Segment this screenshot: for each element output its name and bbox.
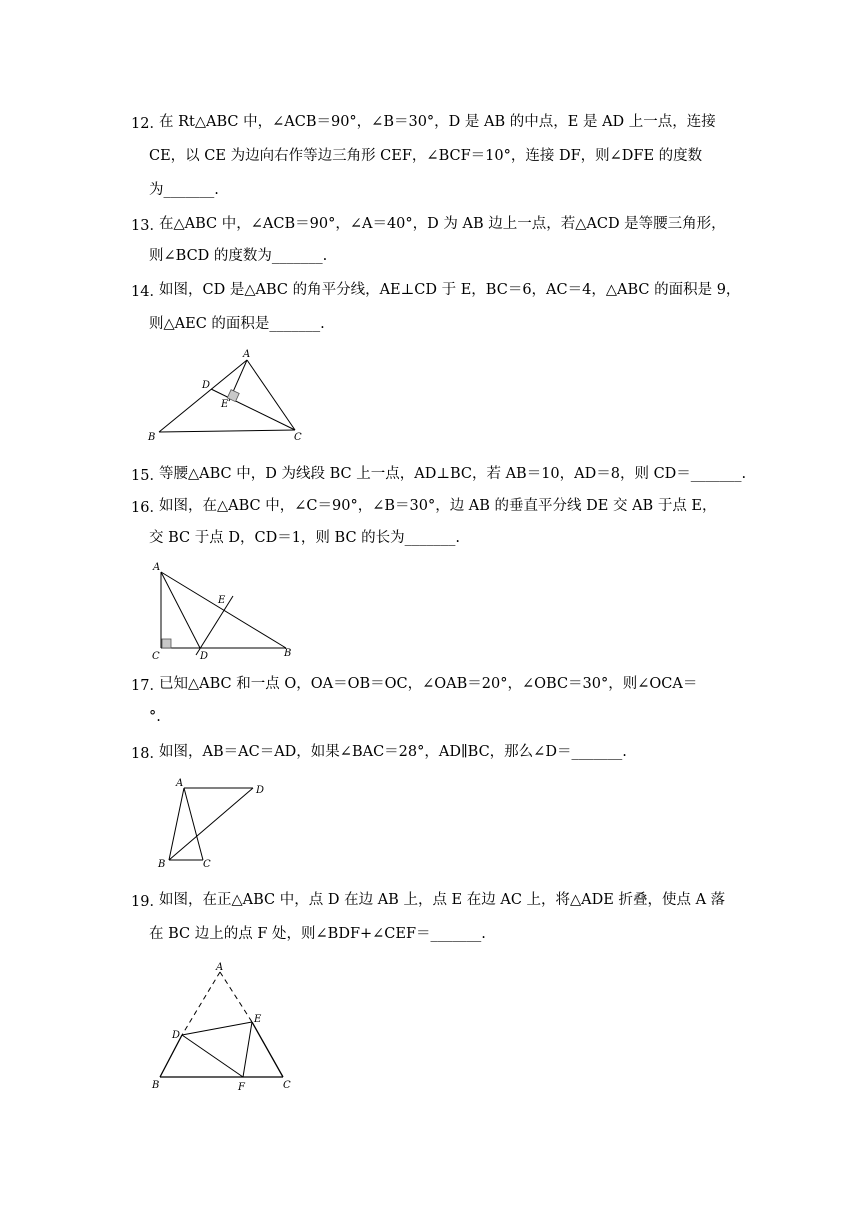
label-a: A xyxy=(216,962,224,973)
triangle-diagram xyxy=(152,776,282,874)
segment-df xyxy=(182,1035,243,1077)
segment-ae-dashed xyxy=(220,972,252,1022)
segment-ad-dashed xyxy=(182,972,220,1035)
question-text: 则△AEC 的面积是_______. xyxy=(149,316,325,332)
label-e: E xyxy=(218,595,226,606)
question-number: 13． xyxy=(131,218,164,234)
label-b: B xyxy=(148,432,156,443)
label-c: C xyxy=(283,1080,291,1091)
label-b: B xyxy=(284,648,292,659)
segment-de xyxy=(182,1022,252,1035)
question-number: 17． xyxy=(131,678,164,694)
question-number: 16． xyxy=(131,500,164,516)
question-text: 如图，AB＝AC＝AD，如果∠BAC＝28°，AD∥BC，那么∠D＝_______. xyxy=(159,744,627,760)
label-d: D xyxy=(172,1030,181,1041)
question-text: 已知△ABC 和一点 O，OA＝OB＝OC，∠OAB＝20°，∠OBC＝30°，则∠OCA＝ xyxy=(159,676,698,692)
figure-q14 xyxy=(140,348,320,448)
triangle-diagram xyxy=(140,348,320,448)
question-text: 交 BC 于点 D，CD＝1，则 BC 的长为_______. xyxy=(149,530,461,546)
segment-ac xyxy=(247,360,295,430)
label-b: B xyxy=(152,1080,160,1091)
label-f: F xyxy=(238,1082,245,1093)
label-a: A xyxy=(243,349,251,360)
label-d: D xyxy=(202,380,211,391)
question-number: 12． xyxy=(131,116,164,132)
question-text: CE，以 CE 为边向右作等边三角形 CEF，∠BCF＝10°，连接 DF，则∠DFE 的度数 xyxy=(149,148,703,164)
question-number: 18． xyxy=(131,746,164,762)
question-text: 如图，在正△ABC 中，点 D 在边 AB 上，点 E 在边 AC 上，将△ADE 折叠，使点 A 落 xyxy=(159,892,726,908)
question-number: 19． xyxy=(131,894,164,910)
question-text: 则∠BCD 的度数为_______. xyxy=(149,248,328,264)
question-text: 等腰△ABC 中，D 为线段 BC 上一点，AD⊥BC，若 AB＝10，AD＝8，则 CD＝_______. xyxy=(159,466,747,482)
triangle-diagram xyxy=(145,958,305,1098)
segment-ec xyxy=(252,1022,283,1077)
figure-q19 xyxy=(145,958,305,1098)
label-c: C xyxy=(152,651,160,662)
question-text: 在△ABC 中，∠ACB＝90°，∠A＝40°，D 为 AB 边上一点，若△ACD 是等腰三角形， xyxy=(159,216,726,232)
segment-ab xyxy=(161,572,286,648)
label-e: E xyxy=(254,1014,262,1025)
question-text: °. xyxy=(149,709,161,725)
segment-ef xyxy=(243,1022,252,1077)
figure-q18 xyxy=(152,776,282,874)
question-text: 如图，CD 是△ABC 的角平分线，AE⊥CD 于 E，BC＝6，AC＝4，△ABC 的面积是 9， xyxy=(159,282,741,298)
label-e: E xyxy=(221,399,229,410)
triangle-diagram xyxy=(148,560,298,665)
right-angle-mark xyxy=(162,639,171,648)
question-text: 在 Rt△ABC 中，∠ACB＝90°，∠B＝30°，D 是 AB 的中点，E 是 AD 上一点，连接 xyxy=(159,114,716,130)
question-text: 在 BC 边上的点 F 处，则∠BDF+∠CEF＝_______. xyxy=(149,926,486,942)
question-number: 15． xyxy=(131,468,164,484)
figure-q16 xyxy=(148,560,298,665)
label-d: D xyxy=(256,785,265,796)
segment-bc xyxy=(159,430,295,432)
label-d: D xyxy=(200,651,209,662)
label-a: A xyxy=(153,562,161,573)
label-c: C xyxy=(203,859,211,870)
question-text: 如图，在△ABC 中，∠C＝90°，∠B＝30°，边 AB 的垂直平分线 DE 交 AB 于点 E， xyxy=(159,498,717,514)
segment-db xyxy=(160,1035,182,1077)
label-c: C xyxy=(294,432,302,443)
question-text: 为_______. xyxy=(149,182,219,198)
question-number: 14． xyxy=(131,284,164,300)
label-b: B xyxy=(158,859,166,870)
segment-ac xyxy=(184,788,203,860)
label-a: A xyxy=(176,778,184,789)
